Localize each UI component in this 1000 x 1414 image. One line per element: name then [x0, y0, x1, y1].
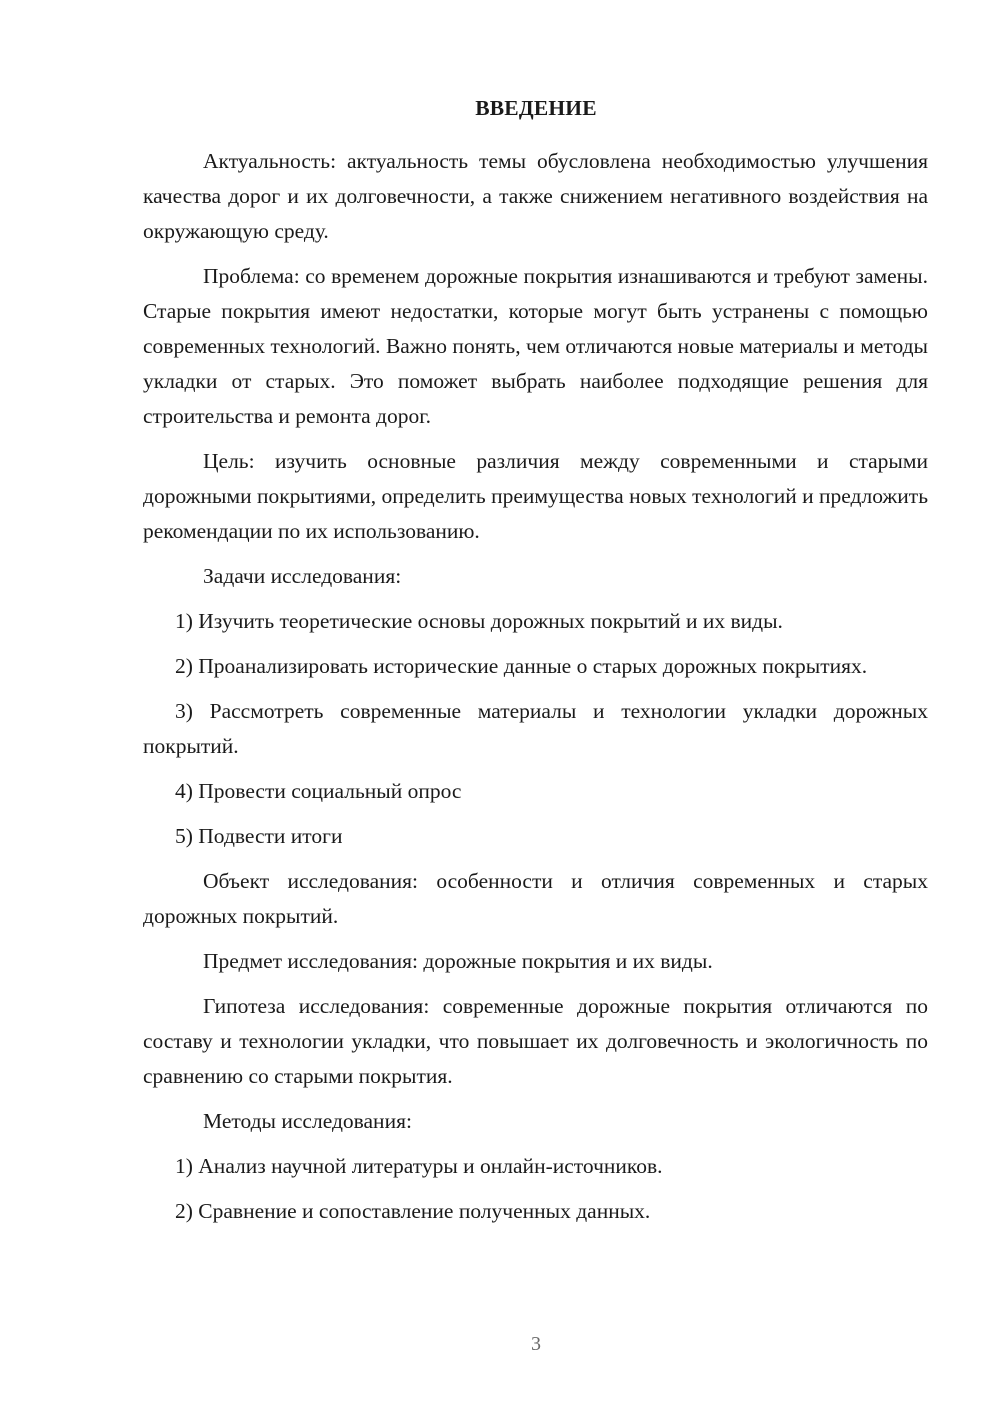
paragraph-object: Объект исследования: особенности и отличия современных и старых дорожных покрытий. — [143, 869, 928, 928]
paragraph-hypothesis: Гипотеза исследования: современные дорожные покрытия отличаются по составу и технологии укладки, что повышает их долговечность и экологичность по сравнению со старыми покрытия. — [143, 994, 928, 1088]
paragraph-goal: Цель: изучить основные различия между современными и старыми дорожными покрытиями, определить преимущества новых технологий и предложить рекомендации по их использованию. — [143, 449, 928, 543]
task-item-2: 2) Проанализировать исторические данные о старых дорожных покрытиях. — [175, 654, 868, 678]
task-item-1: 1) Изучить теоретические основы дорожных покрытий и их виды. — [175, 609, 783, 633]
paragraph-methods-heading: Методы исследования: — [203, 1109, 412, 1133]
page-number: 3 — [531, 1333, 541, 1355]
paragraph-problem: Проблема: со временем дорожные покрытия изнашиваются и требуют замены. Старые покрытия имеют недостатки, которые могут быть устранены с помощью современных технологий. Важно понять, чем отличаются новые материалы и методы укладки от старых. Это поможет выбрать наиболее подходящие решения для строительства и ремонта дорог. — [143, 264, 928, 428]
task-item-4: 4) Провести социальный опрос — [175, 779, 462, 803]
paragraph-subject: Предмет исследования: дорожные покрытия и их виды. — [203, 949, 713, 973]
paragraph-tasks-heading: Задачи исследования: — [203, 564, 402, 588]
document-body — [143, 144, 928, 1239]
task-item-3: 3) Рассмотреть современные материалы и технологии укладки дорожных покрытий. — [143, 699, 928, 758]
method-item-1: 1) Анализ научной литературы и онлайн-источников. — [175, 1154, 663, 1178]
method-item-2: 2) Сравнение и сопоставление полученных данных. — [175, 1199, 651, 1223]
task-item-5: 5) Подвести итоги — [175, 824, 343, 848]
paragraph-relevance: Актуальность: актуальность темы обусловлена необходимостью улучшения качества дорог и их долговечности, а также снижением негативного воздействия на окружающую среду. — [143, 149, 928, 243]
section-title: ВВЕДЕНИЕ — [475, 96, 597, 120]
